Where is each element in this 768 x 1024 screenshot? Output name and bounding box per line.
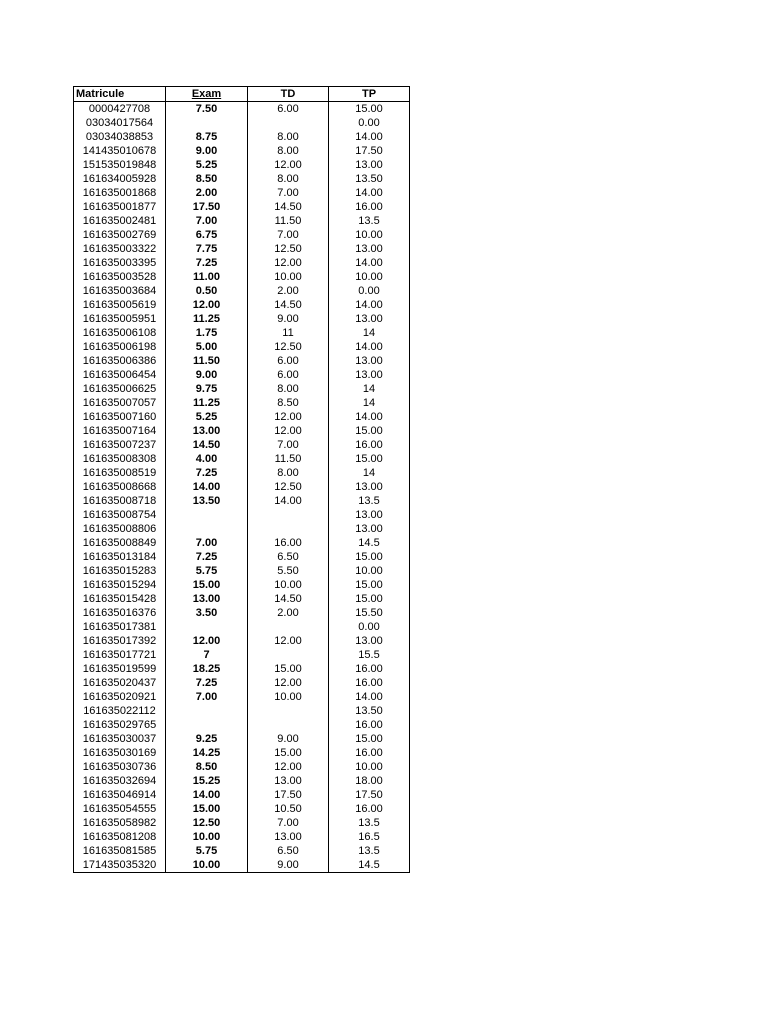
- table-row: [74, 200, 410, 214]
- cell-exam: 12.00: [166, 298, 248, 312]
- cell-tp: 16.00: [329, 438, 410, 452]
- cell-tp: 14.5: [329, 858, 410, 873]
- cell-td: 12.50: [248, 340, 329, 354]
- cell-exam: 12.00: [166, 634, 248, 648]
- cell-exam: 5.75: [166, 564, 248, 578]
- cell-matricule: 161635013184: [74, 550, 166, 564]
- cell-matricule: 161635032694: [74, 774, 166, 788]
- cell-tp: 13.00: [329, 158, 410, 172]
- cell-exam: 7.75: [166, 242, 248, 256]
- header-tp: TP: [329, 87, 410, 102]
- cell-matricule: 161635006108: [74, 326, 166, 340]
- cell-td: 11.50: [248, 452, 329, 466]
- cell-exam: 9.25: [166, 732, 248, 746]
- cell-exam: 4.00: [166, 452, 248, 466]
- cell-td: 11.50: [248, 214, 329, 228]
- cell-td: [248, 508, 329, 522]
- grades-table: [73, 86, 410, 873]
- cell-exam: 14.00: [166, 788, 248, 802]
- cell-matricule: 161635003395: [74, 256, 166, 270]
- table-row: [74, 298, 410, 312]
- cell-tp: 14.00: [329, 340, 410, 354]
- cell-td: 10.00: [248, 690, 329, 704]
- cell-exam: 14.00: [166, 480, 248, 494]
- table-row: [74, 228, 410, 242]
- table-row: [74, 270, 410, 284]
- cell-td: 14.00: [248, 494, 329, 508]
- cell-tp: 10.00: [329, 760, 410, 774]
- cell-td: 9.00: [248, 858, 329, 873]
- cell-tp: 15.00: [329, 424, 410, 438]
- cell-tp: 14.00: [329, 186, 410, 200]
- cell-matricule: 161635017381: [74, 620, 166, 634]
- cell-tp: 0.00: [329, 284, 410, 298]
- cell-matricule: 161635054555: [74, 802, 166, 816]
- cell-exam: 5.25: [166, 410, 248, 424]
- cell-tp: 13.00: [329, 522, 410, 536]
- cell-matricule: 161635022112: [74, 704, 166, 718]
- cell-td: 14.50: [248, 298, 329, 312]
- cell-matricule: 161635001877: [74, 200, 166, 214]
- cell-exam: 5.75: [166, 844, 248, 858]
- cell-tp: 10.00: [329, 270, 410, 284]
- table-header: [74, 87, 410, 102]
- cell-td: 14.50: [248, 200, 329, 214]
- cell-tp: 13.00: [329, 354, 410, 368]
- cell-matricule: 161635017721: [74, 648, 166, 662]
- cell-tp: 13.00: [329, 312, 410, 326]
- cell-exam: [166, 116, 248, 130]
- cell-exam: 7.00: [166, 690, 248, 704]
- cell-tp: 0.00: [329, 620, 410, 634]
- table-row: [74, 354, 410, 368]
- table-row: [74, 550, 410, 564]
- cell-tp: 13.00: [329, 634, 410, 648]
- table-row: [74, 214, 410, 228]
- cell-exam: 9.75: [166, 382, 248, 396]
- cell-exam: 13.00: [166, 424, 248, 438]
- cell-matricule: 171435035320: [74, 858, 166, 873]
- cell-exam: 7.25: [166, 550, 248, 564]
- cell-exam: [166, 620, 248, 634]
- cell-matricule: 161635007164: [74, 424, 166, 438]
- cell-exam: 5.00: [166, 340, 248, 354]
- table-row: [74, 830, 410, 844]
- cell-matricule: 161635020437: [74, 676, 166, 690]
- cell-tp: 15.00: [329, 102, 410, 117]
- table-row: [74, 662, 410, 676]
- table-row: [74, 368, 410, 382]
- cell-td: 12.00: [248, 676, 329, 690]
- cell-td: 15.00: [248, 662, 329, 676]
- cell-exam: [166, 718, 248, 732]
- table-row: [74, 620, 410, 634]
- table-row: [74, 186, 410, 200]
- cell-td: [248, 620, 329, 634]
- cell-td: 9.00: [248, 312, 329, 326]
- cell-td: 12.00: [248, 634, 329, 648]
- table-row: [74, 536, 410, 550]
- cell-exam: 8.50: [166, 760, 248, 774]
- cell-exam: 2.00: [166, 186, 248, 200]
- cell-td: 13.00: [248, 774, 329, 788]
- table-row: [74, 606, 410, 620]
- table-row: [74, 340, 410, 354]
- cell-exam: 8.75: [166, 130, 248, 144]
- cell-tp: 15.00: [329, 452, 410, 466]
- cell-matricule: 161635003684: [74, 284, 166, 298]
- cell-matricule: 0000427708: [74, 102, 166, 117]
- cell-exam: 6.75: [166, 228, 248, 242]
- cell-td: 12.50: [248, 242, 329, 256]
- cell-td: 6.50: [248, 844, 329, 858]
- cell-exam: 7.25: [166, 466, 248, 480]
- cell-td: 7.00: [248, 186, 329, 200]
- cell-td: 9.00: [248, 732, 329, 746]
- cell-exam: 15.25: [166, 774, 248, 788]
- cell-matricule: 161635007160: [74, 410, 166, 424]
- table-row: [74, 494, 410, 508]
- cell-td: [248, 718, 329, 732]
- cell-td: 14.50: [248, 592, 329, 606]
- cell-matricule: 161635030037: [74, 732, 166, 746]
- table-row: [74, 424, 410, 438]
- header-exam: Exam: [166, 87, 248, 102]
- cell-td: 8.00: [248, 172, 329, 186]
- cell-exam: 10.00: [166, 830, 248, 844]
- cell-td: 8.00: [248, 130, 329, 144]
- cell-matricule: 161635015294: [74, 578, 166, 592]
- cell-exam: [166, 704, 248, 718]
- header-row: [74, 87, 410, 102]
- cell-tp: 13.00: [329, 508, 410, 522]
- table-row: [74, 816, 410, 830]
- table-row: [74, 564, 410, 578]
- cell-td: 12.00: [248, 410, 329, 424]
- table-row: [74, 438, 410, 452]
- table-row: [74, 648, 410, 662]
- cell-td: 12.00: [248, 760, 329, 774]
- cell-tp: 13.5: [329, 844, 410, 858]
- table-row: [74, 130, 410, 144]
- table-row: [74, 774, 410, 788]
- cell-matricule: 161635007057: [74, 396, 166, 410]
- table-row: [74, 116, 410, 130]
- cell-matricule: 161635019599: [74, 662, 166, 676]
- table-row: [74, 732, 410, 746]
- header-td: TD: [248, 87, 329, 102]
- cell-td: [248, 704, 329, 718]
- cell-tp: 13.00: [329, 242, 410, 256]
- cell-tp: 14.5: [329, 536, 410, 550]
- cell-exam: 7: [166, 648, 248, 662]
- cell-tp: 16.00: [329, 200, 410, 214]
- table-row: [74, 634, 410, 648]
- cell-exam: [166, 508, 248, 522]
- cell-exam: 8.50: [166, 172, 248, 186]
- cell-exam: 5.25: [166, 158, 248, 172]
- table-row: [74, 844, 410, 858]
- cell-tp: 13.5: [329, 214, 410, 228]
- cell-exam: 7.50: [166, 102, 248, 117]
- cell-matricule: 161635003528: [74, 270, 166, 284]
- cell-td: 6.00: [248, 102, 329, 117]
- cell-matricule: 161635081208: [74, 830, 166, 844]
- cell-td: 2.00: [248, 606, 329, 620]
- cell-tp: 15.50: [329, 606, 410, 620]
- cell-td: 6.00: [248, 368, 329, 382]
- cell-tp: 14: [329, 382, 410, 396]
- cell-td: 8.50: [248, 396, 329, 410]
- cell-tp: 17.50: [329, 144, 410, 158]
- cell-td: 6.00: [248, 354, 329, 368]
- cell-matricule: 161635006198: [74, 340, 166, 354]
- cell-tp: 14.00: [329, 256, 410, 270]
- cell-tp: 18.00: [329, 774, 410, 788]
- cell-exam: 14.50: [166, 438, 248, 452]
- cell-exam: 7.00: [166, 536, 248, 550]
- cell-matricule: 161635081585: [74, 844, 166, 858]
- cell-matricule: 161635008519: [74, 466, 166, 480]
- cell-matricule: 161635015428: [74, 592, 166, 606]
- cell-matricule: 161635002481: [74, 214, 166, 228]
- cell-matricule: 161635006625: [74, 382, 166, 396]
- cell-tp: 13.00: [329, 368, 410, 382]
- cell-td: 8.00: [248, 382, 329, 396]
- cell-tp: 15.00: [329, 592, 410, 606]
- cell-tp: 14.00: [329, 130, 410, 144]
- cell-exam: 10.00: [166, 858, 248, 873]
- table-row: [74, 326, 410, 340]
- table-row: [74, 746, 410, 760]
- cell-tp: 15.00: [329, 578, 410, 592]
- cell-tp: 16.00: [329, 746, 410, 760]
- cell-matricule: 161635020921: [74, 690, 166, 704]
- table-row: [74, 410, 410, 424]
- cell-tp: 13.5: [329, 816, 410, 830]
- cell-exam: 9.00: [166, 368, 248, 382]
- cell-matricule: 161635058982: [74, 816, 166, 830]
- cell-exam: 7.25: [166, 256, 248, 270]
- cell-matricule: 161635017392: [74, 634, 166, 648]
- cell-td: [248, 648, 329, 662]
- table-row: [74, 480, 410, 494]
- cell-tp: 13.50: [329, 704, 410, 718]
- cell-tp: 14: [329, 396, 410, 410]
- cell-td: 10.00: [248, 270, 329, 284]
- cell-matricule: 161635001868: [74, 186, 166, 200]
- cell-matricule: 161635007237: [74, 438, 166, 452]
- cell-tp: 14: [329, 326, 410, 340]
- cell-tp: 13.5: [329, 494, 410, 508]
- table-row: [74, 676, 410, 690]
- cell-tp: 13.50: [329, 172, 410, 186]
- cell-matricule: 161635005951: [74, 312, 166, 326]
- cell-matricule: 161635006386: [74, 354, 166, 368]
- cell-tp: 15.5: [329, 648, 410, 662]
- cell-td: 7.00: [248, 228, 329, 242]
- cell-tp: 0.00: [329, 116, 410, 130]
- cell-td: 2.00: [248, 284, 329, 298]
- header-matricule: Matricule: [74, 87, 166, 102]
- cell-matricule: 161635003322: [74, 242, 166, 256]
- cell-tp: 15.00: [329, 550, 410, 564]
- cell-exam: 7.00: [166, 214, 248, 228]
- cell-matricule: 161635030169: [74, 746, 166, 760]
- cell-tp: 16.00: [329, 662, 410, 676]
- table-body: [74, 102, 410, 873]
- table-row: [74, 312, 410, 326]
- cell-matricule: 03034038853: [74, 130, 166, 144]
- table-row: [74, 144, 410, 158]
- cell-tp: 15.00: [329, 732, 410, 746]
- cell-td: 12.00: [248, 424, 329, 438]
- cell-td: [248, 116, 329, 130]
- cell-tp: 14.00: [329, 690, 410, 704]
- table-row: [74, 578, 410, 592]
- table-row: [74, 172, 410, 186]
- cell-td: 13.00: [248, 830, 329, 844]
- table-row: [74, 690, 410, 704]
- cell-exam: 15.00: [166, 578, 248, 592]
- cell-tp: 16.00: [329, 718, 410, 732]
- cell-tp: 13.00: [329, 480, 410, 494]
- table-row: [74, 858, 410, 873]
- table-row: [74, 102, 410, 117]
- cell-tp: 16.00: [329, 802, 410, 816]
- cell-td: 12.00: [248, 256, 329, 270]
- table-row: [74, 508, 410, 522]
- cell-exam: 14.25: [166, 746, 248, 760]
- cell-exam: 13.50: [166, 494, 248, 508]
- cell-matricule: 03034017564: [74, 116, 166, 130]
- cell-td: 17.50: [248, 788, 329, 802]
- cell-exam: 0.50: [166, 284, 248, 298]
- cell-matricule: 161635002769: [74, 228, 166, 242]
- cell-exam: 7.25: [166, 676, 248, 690]
- cell-tp: 10.00: [329, 228, 410, 242]
- cell-exam: 3.50: [166, 606, 248, 620]
- cell-td: 12.50: [248, 480, 329, 494]
- table-row: [74, 760, 410, 774]
- table-row: [74, 158, 410, 172]
- cell-exam: 9.00: [166, 144, 248, 158]
- cell-matricule: 161635008308: [74, 452, 166, 466]
- cell-tp: 17.50: [329, 788, 410, 802]
- cell-exam: 11.00: [166, 270, 248, 284]
- table-row: [74, 704, 410, 718]
- cell-td: 8.00: [248, 466, 329, 480]
- cell-tp: 14: [329, 466, 410, 480]
- cell-matricule: 161635015283: [74, 564, 166, 578]
- cell-exam: 17.50: [166, 200, 248, 214]
- table-row: [74, 802, 410, 816]
- table-row: [74, 256, 410, 270]
- cell-exam: 11.50: [166, 354, 248, 368]
- table-row: [74, 522, 410, 536]
- cell-matricule: 161635030736: [74, 760, 166, 774]
- cell-matricule: 161635005619: [74, 298, 166, 312]
- table-row: [74, 592, 410, 606]
- table-row: [74, 284, 410, 298]
- cell-tp: 10.00: [329, 564, 410, 578]
- table-row: [74, 452, 410, 466]
- cell-td: 16.00: [248, 536, 329, 550]
- cell-matricule: 161635016376: [74, 606, 166, 620]
- table-row: [74, 242, 410, 256]
- cell-matricule: 161635008849: [74, 536, 166, 550]
- cell-td: 12.00: [248, 158, 329, 172]
- cell-td: 8.00: [248, 144, 329, 158]
- cell-td: 6.50: [248, 550, 329, 564]
- cell-matricule: 161635006454: [74, 368, 166, 382]
- cell-exam: 15.00: [166, 802, 248, 816]
- cell-td: 10.50: [248, 802, 329, 816]
- table-row: [74, 788, 410, 802]
- cell-matricule: 161634005928: [74, 172, 166, 186]
- cell-matricule: 161635008668: [74, 480, 166, 494]
- cell-tp: 16.00: [329, 676, 410, 690]
- cell-td: 5.50: [248, 564, 329, 578]
- cell-matricule: 151535019848: [74, 158, 166, 172]
- table-row: [74, 466, 410, 480]
- table-row: [74, 382, 410, 396]
- cell-matricule: 161635008754: [74, 508, 166, 522]
- cell-exam: 11.25: [166, 396, 248, 410]
- cell-exam: 1.75: [166, 326, 248, 340]
- cell-td: 7.00: [248, 438, 329, 452]
- cell-matricule: 161635029765: [74, 718, 166, 732]
- cell-exam: 13.00: [166, 592, 248, 606]
- cell-tp: 14.00: [329, 298, 410, 312]
- cell-matricule: 161635008718: [74, 494, 166, 508]
- cell-exam: 18.25: [166, 662, 248, 676]
- cell-exam: 12.50: [166, 816, 248, 830]
- cell-td: [248, 522, 329, 536]
- cell-td: 7.00: [248, 816, 329, 830]
- table-row: [74, 718, 410, 732]
- cell-matricule: 141435010678: [74, 144, 166, 158]
- cell-matricule: 161635008806: [74, 522, 166, 536]
- cell-tp: 14.00: [329, 410, 410, 424]
- cell-td: 15.00: [248, 746, 329, 760]
- cell-exam: [166, 522, 248, 536]
- cell-td: 10.00: [248, 578, 329, 592]
- cell-td: 11: [248, 326, 329, 340]
- cell-exam: 11.25: [166, 312, 248, 326]
- cell-tp: 16.5: [329, 830, 410, 844]
- table-row: [74, 396, 410, 410]
- cell-matricule: 161635046914: [74, 788, 166, 802]
